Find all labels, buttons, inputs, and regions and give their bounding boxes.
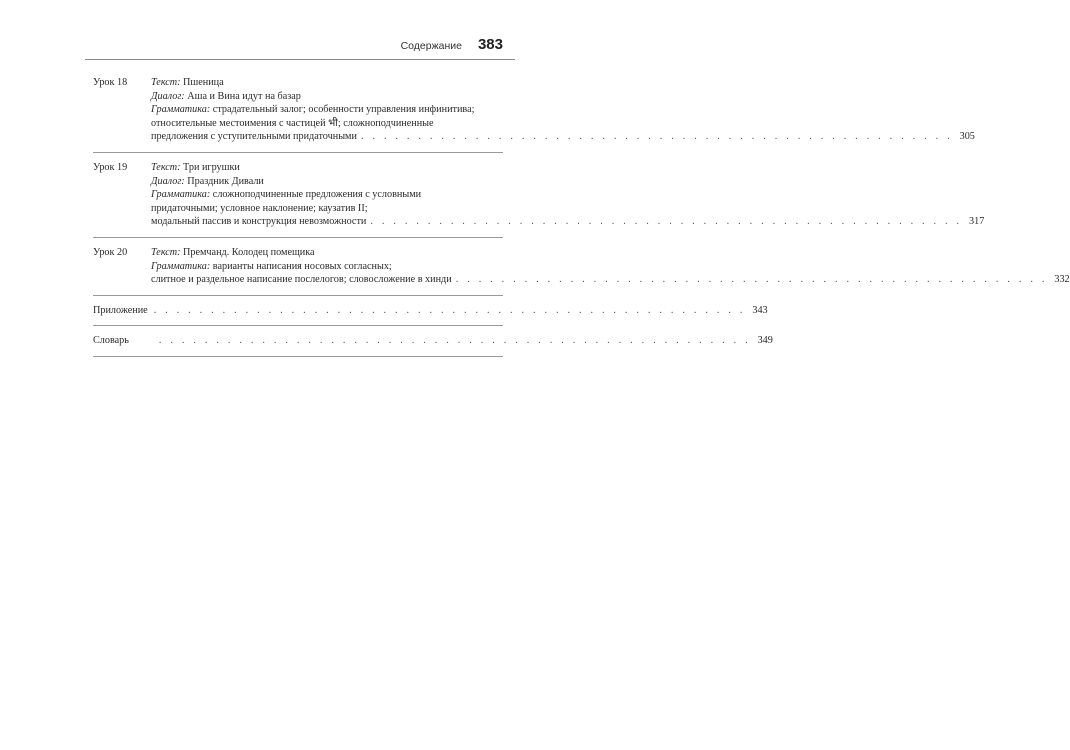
line-text: Праздник Дивали xyxy=(184,175,264,187)
line-text: Три игрушки xyxy=(180,161,240,173)
toc-entry-lesson-19 xyxy=(93,161,985,229)
line-prefix: Текст: xyxy=(151,161,181,173)
lesson-line-with-page xyxy=(151,273,1070,287)
section-divider xyxy=(93,325,503,326)
running-title: Содержание xyxy=(400,40,462,52)
entry-page-number: 317 xyxy=(969,216,985,228)
lesson-body xyxy=(151,246,1070,287)
lesson-body xyxy=(151,76,975,144)
entry-page-number: 305 xyxy=(959,131,975,143)
lesson-line xyxy=(151,90,503,104)
line-text: предложения с уступительными придаточными xyxy=(151,131,357,143)
dot-leader: . . . . . . . . . . . . . . . . . . . . . . . . . . . . . . . . . . . . . . . . . . . . . . . . . . . . xyxy=(360,131,953,143)
entry-page-number: 343 xyxy=(752,304,768,316)
line-text: модальный пассив и конструкция невозможности xyxy=(151,216,367,228)
toc-entry-appendix xyxy=(93,304,768,318)
section-divider xyxy=(93,295,503,296)
lesson-line xyxy=(151,188,503,202)
line-prefix: Текст: xyxy=(151,77,181,88)
line-prefix: Грамматика: xyxy=(151,260,211,272)
dot-leader: . . . . . . . . . . . . . . . . . . . . . . . . . . . . . . . . . . . . . . . . . . . . . . . . . . . . xyxy=(455,274,1048,286)
toc-entry-lesson-18 xyxy=(93,76,975,144)
running-head xyxy=(401,36,503,53)
line-prefix: Диалог: xyxy=(151,175,185,187)
lesson-line xyxy=(151,175,503,189)
table-of-contents xyxy=(93,76,1070,365)
lesson-label: Урок 19 xyxy=(93,161,128,173)
dot-leader: . . . . . . . . . . . . . . . . . . . . . . . . . . . . . . . . . . . . . . . . . . . . . . . . . . . . xyxy=(158,335,751,347)
appendix-label: Приложение xyxy=(93,304,148,316)
line-text: слитное и раздельное написание послелогов; словосложение в хинди xyxy=(151,274,452,286)
lesson-label: Урок 20 xyxy=(93,246,128,258)
page-number: 383 xyxy=(477,36,503,53)
entry-page-number: 349 xyxy=(757,335,773,347)
line-text: Аша и Вина идут на базар xyxy=(184,90,301,102)
section-divider xyxy=(93,356,503,357)
lesson-line xyxy=(151,117,503,131)
line-text: страдательный залог; особенности управления инфинитива; xyxy=(210,104,475,116)
lesson-line xyxy=(151,260,503,274)
lesson-line xyxy=(151,161,503,175)
line-prefix: Грамматика: xyxy=(151,104,211,116)
section-divider xyxy=(93,152,503,153)
lesson-line xyxy=(151,202,503,216)
lesson-body xyxy=(151,161,985,229)
dot-leader: . . . . . . . . . . . . . . . . . . . . . . . . . . . . . . . . . . . . . . . . . . . . . . . . . . . . xyxy=(153,304,746,316)
dot-leader: . . . . . . . . . . . . . . . . . . . . . . . . . . . . . . . . . . . . . . . . . . . . . . . . . . . . xyxy=(370,216,963,228)
line-prefix: Диалог: xyxy=(151,90,185,102)
line-prefix: Текст: xyxy=(151,246,181,258)
lesson-line xyxy=(151,76,503,90)
line-text: Пшеница xyxy=(180,77,224,88)
lesson-line xyxy=(151,246,503,260)
entry-page-number: 332 xyxy=(1054,274,1070,286)
line-text: сложноподчиненные предложения с условными xyxy=(210,189,422,201)
lesson-label: Урок 18 xyxy=(93,77,128,88)
line-prefix: Грамматика: xyxy=(151,189,211,201)
line-text: относительные местоимения с частицей भी; сложноподчиненные xyxy=(151,117,434,129)
line-text: варианты написания носовых согласных; xyxy=(210,260,392,272)
line-text: Премчанд. Колодец помещика xyxy=(180,246,315,258)
lesson-line xyxy=(151,103,503,117)
section-divider xyxy=(93,237,503,238)
dictionary-label: Словарь xyxy=(93,335,129,347)
line-text: придаточными; условное наклонение; каузатив II; xyxy=(151,202,368,214)
lesson-line-with-page xyxy=(151,130,975,144)
header-rule xyxy=(85,59,515,60)
toc-entry-dictionary xyxy=(93,334,773,348)
toc-entry-lesson-20 xyxy=(93,246,1070,287)
lesson-line-with-page xyxy=(151,215,985,229)
